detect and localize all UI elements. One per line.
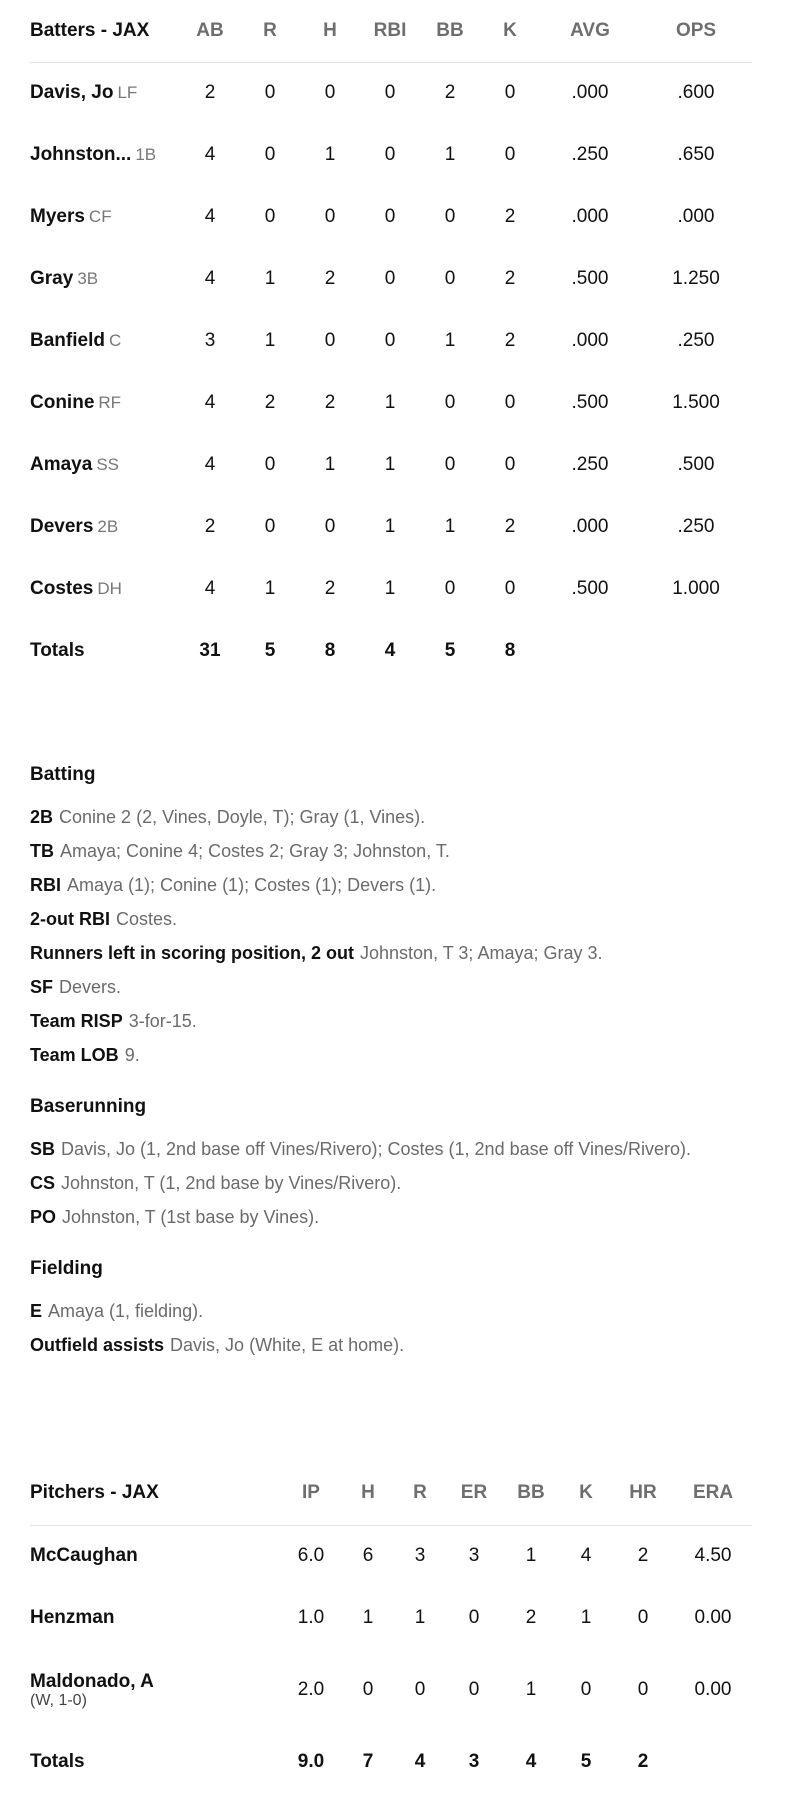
stat-rbi: 1 — [384, 578, 396, 599]
stat-r: 0 — [264, 454, 276, 475]
note-label: SF — [30, 977, 54, 997]
stat-ops: .600 — [677, 82, 715, 104]
total-bb: 4 — [525, 1751, 537, 1772]
note-line — [30, 1004, 752, 1038]
player-position: 1B — [135, 145, 157, 164]
stat-k: 1 — [580, 1607, 592, 1628]
total-hr: 2 — [637, 1751, 649, 1772]
pitcher-name-link[interactable]: McCaughan — [30, 1545, 138, 1567]
batters-title: Batters - JAX — [30, 0, 180, 62]
stat-hr: 0 — [637, 1607, 649, 1628]
note-label: 2B — [30, 807, 54, 827]
batter-row — [30, 62, 752, 124]
stat-bb: 1 — [525, 1545, 537, 1567]
stat-rbi: 0 — [384, 82, 396, 104]
note-text: Devers. — [59, 977, 122, 997]
batters-table — [30, 0, 752, 682]
note-line — [30, 1294, 752, 1328]
stat-h: 0 — [324, 206, 336, 227]
col-ab[interactable]: AB — [180, 0, 240, 62]
batter-name-cell — [30, 372, 180, 434]
stat-r: 1 — [264, 578, 276, 599]
note-label: SB — [30, 1139, 56, 1159]
stat-ab: 3 — [204, 330, 216, 351]
note-label: Runners left in scoring position, 2 out — [30, 943, 355, 963]
player-position: 3B — [77, 269, 99, 288]
stat-r: 1 — [414, 1607, 426, 1628]
col-ops[interactable]: OPS — [640, 0, 752, 62]
stat-rbi: 0 — [384, 144, 396, 165]
pitcher-name-cell — [30, 1587, 280, 1649]
batter-name-cell — [30, 62, 180, 124]
stat-r: 1 — [264, 268, 276, 289]
stat-er: 0 — [468, 1679, 480, 1700]
stat-ops: 1.250 — [672, 268, 720, 289]
total-rbi: 4 — [384, 640, 396, 661]
stat-k: 2 — [504, 516, 516, 537]
pitcher-name-link[interactable]: Maldonado, A — [30, 1671, 154, 1692]
stat-avg: .250 — [571, 144, 609, 165]
stat-ops: 1.500 — [672, 392, 720, 413]
stat-ops: .650 — [677, 144, 715, 165]
player-position: LF — [117, 83, 138, 103]
pitcher-row — [30, 1525, 752, 1587]
batter-row — [30, 248, 752, 310]
note-text: Amaya (1, fielding). — [48, 1301, 204, 1321]
stat-ab: 4 — [204, 578, 216, 599]
player-name-link[interactable]: Johnston... — [30, 144, 132, 165]
stat-avg: .000 — [571, 516, 609, 537]
stat-er: 3 — [468, 1545, 480, 1567]
note-text: Costes. — [116, 909, 178, 929]
totals-label: Totals — [30, 640, 85, 661]
stat-ops: .000 — [677, 206, 715, 227]
note-line — [30, 1166, 752, 1200]
stat-bb: 1 — [525, 1679, 537, 1700]
batters-totals-row — [30, 620, 752, 682]
pitchers-table — [30, 1461, 752, 1793]
stat-bb: 0 — [444, 392, 456, 413]
stat-bb: 1 — [444, 144, 456, 165]
total-ip: 9.0 — [297, 1751, 325, 1772]
note-label: CS — [30, 1173, 56, 1193]
stat-hr: 2 — [637, 1545, 649, 1567]
stat-er: 0 — [468, 1607, 480, 1628]
pitcher-name-cell — [30, 1525, 280, 1587]
stat-r: 3 — [414, 1545, 426, 1567]
player-position: DH — [97, 579, 122, 598]
batter-name-cell — [30, 434, 180, 496]
col-er[interactable]: ER — [446, 1461, 502, 1525]
stat-rbi: 1 — [384, 516, 396, 537]
stat-k: 2 — [504, 330, 516, 351]
pitchers-title: Pitchers - JAX — [30, 1461, 280, 1525]
stat-ab: 4 — [204, 454, 216, 475]
stat-avg: .250 — [571, 454, 609, 475]
stat-hr: 0 — [637, 1679, 649, 1700]
stat-r: 2 — [264, 392, 276, 413]
note-label: Team RISP — [30, 1011, 123, 1031]
note-text: 3-for-15. — [128, 1011, 197, 1031]
player-position: 2B — [97, 517, 119, 536]
player-name-link[interactable]: Devers — [30, 516, 94, 537]
player-name-link[interactable]: Gray — [30, 268, 74, 289]
note-text: Conine 2 (2, Vines, Doyle, T); Gray (1, Vines). — [59, 807, 426, 827]
total-ab: 31 — [199, 640, 221, 661]
stat-bb: 0 — [444, 454, 456, 475]
stat-ab: 4 — [204, 392, 216, 413]
note-label: TB — [30, 841, 54, 861]
note-label: E — [30, 1301, 43, 1321]
stat-h: 6 — [362, 1545, 374, 1567]
batter-row — [30, 310, 752, 372]
col-r[interactable]: R — [240, 0, 300, 62]
batter-name-cell — [30, 496, 180, 558]
stat-avg: .000 — [571, 206, 609, 227]
note-section-title: Fielding — [30, 1258, 103, 1279]
player-name-link[interactable]: Costes — [30, 578, 94, 599]
stat-k: 0 — [504, 578, 516, 599]
note-line — [30, 834, 752, 868]
pitcher-decision: (W, 1-0) — [30, 1692, 87, 1709]
stat-r: 0 — [264, 206, 276, 227]
batter-name-cell — [30, 124, 180, 186]
stat-bb: 2 — [444, 82, 456, 104]
stat-avg: .000 — [571, 330, 609, 351]
stat-bb: 0 — [444, 578, 456, 599]
player-name-link[interactable]: Myers — [30, 206, 85, 227]
player-position: RF — [98, 393, 122, 412]
stat-rbi: 0 — [384, 268, 396, 289]
stat-era: 4.50 — [694, 1545, 732, 1567]
totals-label: Totals — [30, 1751, 85, 1772]
player-name-link[interactable]: Banfield — [30, 330, 105, 351]
batter-name-cell — [30, 248, 180, 310]
batter-row — [30, 124, 752, 186]
batter-name-cell — [30, 310, 180, 372]
note-section — [30, 764, 752, 1072]
stat-r: 0 — [264, 516, 276, 537]
note-line — [30, 936, 752, 970]
note-section — [30, 1258, 752, 1362]
stat-r: 0 — [264, 144, 276, 165]
stat-ab: 2 — [204, 82, 216, 104]
pitchers-totals-row — [30, 1731, 752, 1793]
stat-h: 0 — [324, 516, 336, 537]
stat-r: 0 — [414, 1679, 426, 1700]
note-line — [30, 1038, 752, 1072]
stat-k: 2 — [504, 268, 516, 289]
stat-bb: 1 — [444, 516, 456, 537]
stat-ip: 1.0 — [297, 1607, 325, 1628]
stat-rbi: 0 — [384, 330, 396, 351]
col-hr[interactable]: HR — [612, 1461, 674, 1525]
col-k[interactable]: K — [480, 0, 540, 62]
note-line — [30, 970, 752, 1004]
pitchers-header-row — [30, 1461, 752, 1525]
total-k: 5 — [580, 1751, 592, 1772]
stat-k: 0 — [504, 392, 516, 413]
note-line — [30, 1132, 752, 1166]
stat-k: 0 — [580, 1679, 592, 1700]
pitcher-row — [30, 1587, 752, 1649]
col-bb[interactable]: BB — [420, 0, 480, 62]
pitcher-name-cell — [30, 1649, 280, 1731]
batter-row — [30, 186, 752, 248]
col-r[interactable]: R — [394, 1461, 446, 1525]
stat-h: 0 — [324, 330, 336, 351]
note-line — [30, 800, 752, 834]
stat-h: 1 — [324, 144, 336, 165]
total-avg — [540, 620, 640, 682]
stat-r: 0 — [264, 82, 276, 104]
stat-h: 0 — [362, 1679, 374, 1700]
total-ops — [640, 620, 752, 682]
player-position: C — [108, 331, 122, 350]
stat-k: 0 — [504, 82, 516, 104]
stat-avg: .500 — [571, 392, 609, 413]
batters-header-row — [30, 0, 752, 62]
col-era[interactable]: ERA — [674, 1461, 752, 1525]
stat-h: 1 — [362, 1607, 374, 1628]
total-h: 8 — [324, 640, 336, 661]
note-text: Johnston, T 3; Amaya; Gray 3. — [360, 943, 603, 963]
stat-k: 4 — [580, 1545, 592, 1567]
stat-k: 0 — [504, 454, 516, 475]
note-text: Amaya; Conine 4; Costes 2; Gray 3; Johnston, T. — [60, 841, 450, 861]
pitcher-row — [30, 1649, 752, 1731]
col-rbi[interactable]: RBI — [360, 0, 420, 62]
stat-avg: .500 — [571, 268, 609, 289]
batter-name-cell — [30, 186, 180, 248]
stat-era: 0.00 — [694, 1679, 732, 1700]
stat-rbi: 1 — [384, 454, 396, 475]
stat-ab: 4 — [204, 144, 216, 165]
total-r: 4 — [414, 1751, 426, 1772]
note-section-title: Baserunning — [30, 1096, 147, 1117]
batter-row — [30, 372, 752, 434]
stat-rbi: 0 — [384, 206, 396, 227]
stat-h: 0 — [324, 82, 336, 104]
note-text: Davis, Jo (1, 2nd base off Vines/Rivero); Costes (1, 2nd base off Vines/Rivero). — [61, 1139, 692, 1159]
note-text: Johnston, T (1st base by Vines). — [62, 1207, 320, 1227]
col-h[interactable]: H — [342, 1461, 394, 1525]
player-position: CF — [88, 207, 112, 226]
total-er: 3 — [468, 1751, 480, 1772]
stat-ops: .500 — [677, 454, 715, 475]
game-notes — [30, 764, 752, 1386]
stat-ops: .250 — [677, 330, 715, 351]
note-line — [30, 868, 752, 902]
stat-ip: 6.0 — [297, 1545, 325, 1567]
batter-name-cell — [30, 558, 180, 620]
col-h[interactable]: H — [300, 0, 360, 62]
note-section-title: Batting — [30, 764, 96, 785]
stat-ab: 2 — [204, 516, 216, 537]
stat-avg: .500 — [571, 578, 609, 599]
note-label: PO — [30, 1207, 57, 1227]
note-line — [30, 1328, 752, 1362]
stat-h: 2 — [324, 578, 336, 599]
total-bb: 5 — [444, 640, 456, 661]
stat-avg: .000 — [571, 82, 609, 104]
stat-k: 0 — [504, 144, 516, 165]
note-label: 2-out RBI — [30, 909, 110, 929]
total-k: 8 — [504, 640, 516, 661]
stat-bb: 1 — [444, 330, 456, 351]
stat-h: 2 — [324, 268, 336, 289]
note-text: 9. — [124, 1045, 140, 1065]
stat-era: 0.00 — [694, 1607, 732, 1628]
stat-ops: .250 — [677, 516, 715, 537]
stat-rbi: 1 — [384, 392, 396, 413]
batter-row — [30, 558, 752, 620]
total-era — [674, 1731, 752, 1793]
stat-bb: 0 — [444, 206, 456, 227]
stat-ip: 2.0 — [297, 1679, 325, 1700]
col-k[interactable]: K — [560, 1461, 612, 1525]
stat-ops: 1.000 — [672, 578, 720, 599]
note-label: Team LOB — [30, 1045, 119, 1065]
pitcher-name-link[interactable]: Henzman — [30, 1607, 115, 1628]
stat-h: 1 — [324, 454, 336, 475]
note-line — [30, 902, 752, 936]
stat-h: 2 — [324, 392, 336, 413]
stat-r: 1 — [264, 330, 276, 351]
note-text: Davis, Jo (White, E at home). — [170, 1335, 405, 1355]
stat-bb: 0 — [444, 268, 456, 289]
col-ip[interactable]: IP — [280, 1461, 342, 1525]
player-name-link[interactable]: Amaya — [30, 454, 93, 475]
batter-row — [30, 496, 752, 558]
note-text: Amaya (1); Conine (1); Costes (1); Devers (1). — [67, 875, 437, 895]
col-avg[interactable]: AVG — [540, 0, 640, 62]
total-h: 7 — [362, 1751, 374, 1772]
note-section — [30, 1096, 752, 1234]
stat-k: 2 — [504, 206, 516, 227]
batter-row — [30, 434, 752, 496]
total-r: 5 — [264, 640, 276, 661]
note-line — [30, 1200, 752, 1234]
stat-bb: 2 — [525, 1607, 537, 1628]
note-text: Johnston, T (1, 2nd base by Vines/Rivero). — [61, 1173, 402, 1193]
note-label: Outfield assists — [30, 1335, 165, 1355]
stat-ab: 4 — [204, 206, 216, 227]
col-bb[interactable]: BB — [502, 1461, 560, 1525]
player-name-link[interactable]: Conine — [30, 392, 95, 413]
stat-ab: 4 — [204, 268, 216, 289]
note-label: RBI — [30, 875, 61, 895]
player-name-link[interactable]: Davis, Jo — [30, 82, 114, 104]
player-position: SS — [96, 455, 120, 474]
